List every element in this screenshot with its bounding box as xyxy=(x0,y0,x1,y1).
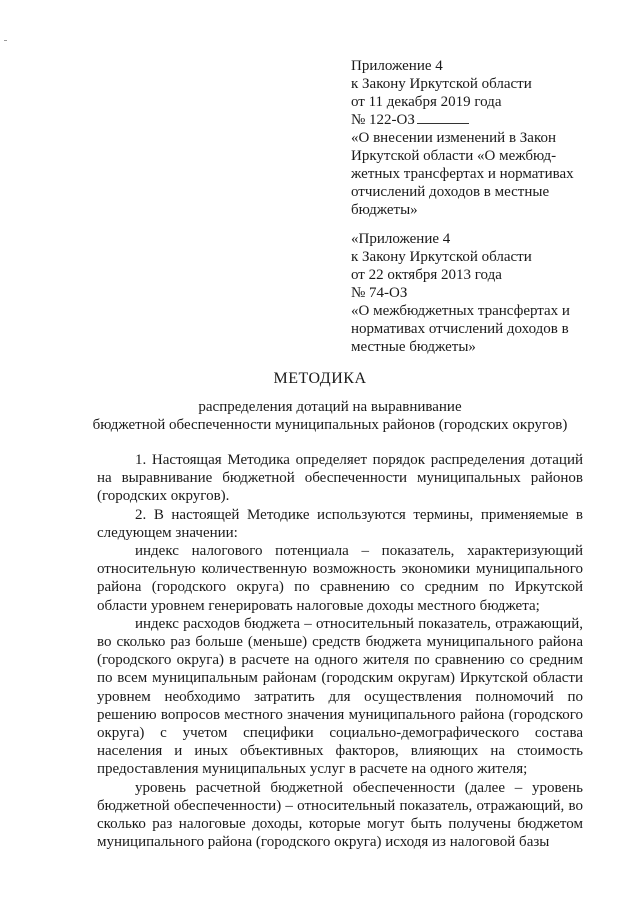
appendix-title-line-2: Иркутской области «О межбюд- xyxy=(351,148,557,164)
appendix-law-ref: к Закону Иркутской области xyxy=(351,76,532,92)
subtitle-line-2: бюджетной обеспеченности муниципальных районов (городских округов) xyxy=(92,417,568,433)
quoted-appendix-header xyxy=(351,230,611,356)
scan-edge-mark xyxy=(4,40,7,41)
subtitle-line-1: распределения дотаций на выравнивание xyxy=(198,399,462,415)
document-subtitle xyxy=(60,398,600,434)
appendix-title-line-3: жетных трансфертах и нормативах xyxy=(351,166,574,182)
appendix-law-number-row xyxy=(351,111,611,129)
quoted-appendix-date: от 22 октября 2013 года xyxy=(351,267,502,283)
appendix-date: от 11 декабря 2019 года xyxy=(351,94,502,110)
quoted-appendix-law-ref: к Закону Иркутской области xyxy=(351,249,532,265)
paragraph-3: индекс налогового потенциала – показатель, характеризующий относительную количественную возможность экономики муниципального района (городского округа) по сравнению со средним по Иркутской области уровнем генерировать налоговые доходы местного бюджета; xyxy=(97,543,583,614)
paragraph-4: индекс расходов бюджета – относительный показатель, отражающий, во сколько раз больше (меньше) средств бюджета муниципального района (городского округа) в расчете на одного жителя по сравнению со средним по всем муниципальным районам (городским округам) Иркутской области уровнем необходимо затратить для осуществления полномочий по решению вопросов местного значения муниципального района (городского округа) с учетом специфики социально-демографического состава населения и иных объективных факторов, влияющих на стоимость предоставления муниципальных услуг в расчете на одного жителя; xyxy=(97,615,583,778)
appendix-law-number: № 122-ОЗ xyxy=(351,112,415,128)
appendix-title-line-5: бюджеты» xyxy=(351,202,418,218)
paragraph-1: 1. Настоящая Методика определяет порядок распределения дотаций на выравнивание бюджетной обеспеченности муниципальных районов (городских округов). xyxy=(97,452,583,505)
underline xyxy=(417,111,469,124)
paragraph-5: уровень расчетной бюджетной обеспеченности (далее – уровень бюджетной обеспеченности) – относительный показатель, отражающий, во сколько раз налоговые доходы, которые могут быть получены бюджетом муниципального района (городского округа) исходя из налоговой базы xyxy=(97,779,583,851)
document-body xyxy=(97,451,583,851)
paragraph-2: 2. В настоящей Методике используются термины, применяемые в следующем значении: xyxy=(97,506,583,541)
appendix-title-line-4: отчислений доходов в местные xyxy=(351,184,550,200)
document-title: МЕТОДИКА xyxy=(273,370,367,387)
appendix-header xyxy=(351,57,611,219)
quoted-appendix-number: «Приложение 4 xyxy=(351,231,451,247)
quoted-appendix-title-line-3: местные бюджеты» xyxy=(351,339,476,355)
quoted-appendix-law-number: № 74-ОЗ xyxy=(351,285,408,301)
quoted-appendix-title-line-1: «О межбюджетных трансфертах и xyxy=(351,303,570,319)
appendix-number: Приложение 4 xyxy=(351,58,443,74)
quoted-appendix-title-line-2: нормативах отчислений доходов в xyxy=(351,321,569,337)
appendix-title-line-1: «О внесении изменений в Закон xyxy=(351,130,557,146)
